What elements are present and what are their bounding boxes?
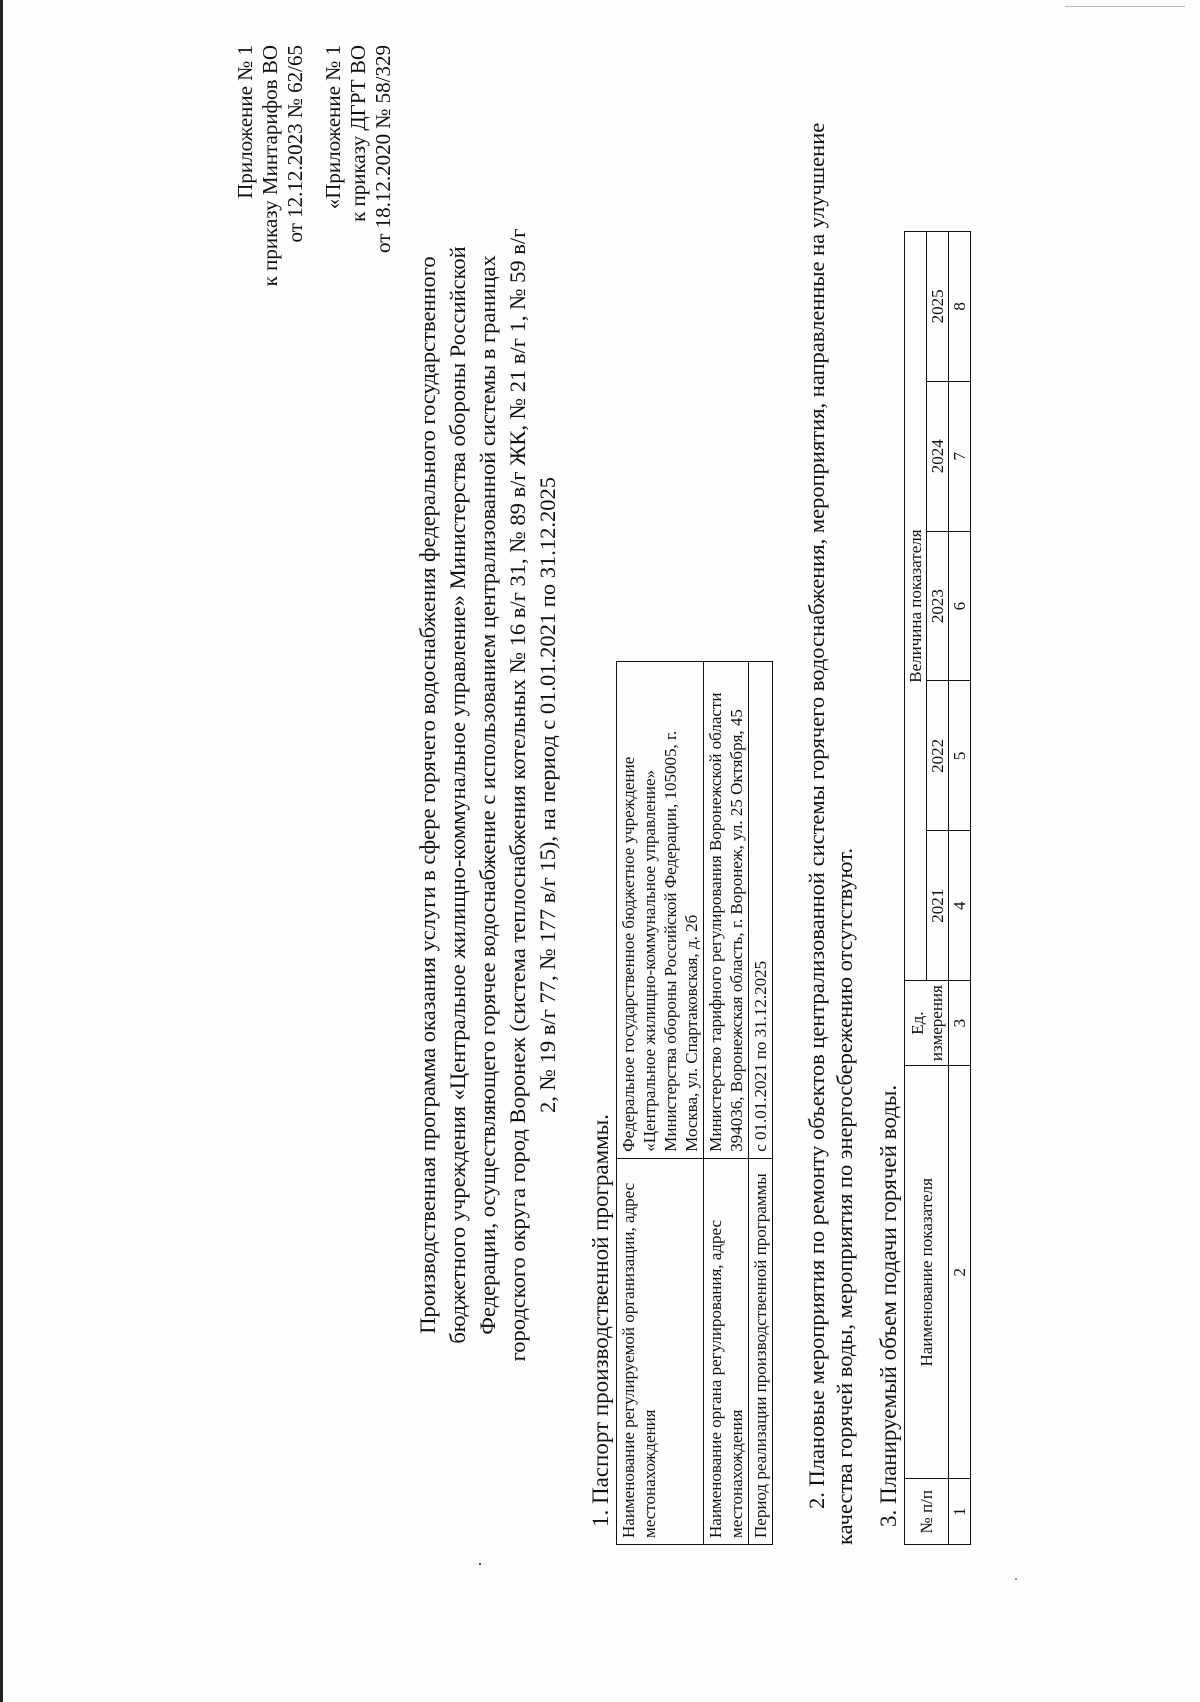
appendix-current	[233, 45, 308, 286]
passport-key: Период реализации производственной программы	[749, 1158, 773, 1544]
index-cell: 6	[949, 531, 971, 681]
header-year: 2021	[927, 831, 949, 981]
passport-key: Наименование органа регулирования, адрес местонахождения	[704, 1158, 749, 1544]
header-year: 2025	[927, 232, 949, 382]
index-cell: 8	[949, 232, 971, 382]
passport-table	[616, 661, 773, 1545]
passport-row	[704, 662, 749, 1545]
rotated-document	[233, 45, 993, 1545]
title-line5: 2, № 19 в/г 77, № 177 в/г 15), на период с 01.01.2021 по 31.12.2025	[535, 477, 560, 1113]
table-header-row	[905, 232, 927, 1545]
section1-heading: 1. Паспорт производственной программы.	[588, 1114, 613, 1527]
appendix-previous	[321, 45, 396, 253]
section2-text: 2. Плановые мероприятия по ремонту объектов централизованной системы горячего водоснабжения, мероприятия, направленные на улучшение качества горячей воды, мероприятия по энергосбережению отсутствуют.	[804, 122, 857, 1545]
appendix-previous-line1: «Приложение № 1	[321, 45, 345, 210]
appendix-previous-line3: от 18.12.2020 № 58/329	[371, 45, 395, 254]
hot-water-volume-table	[904, 231, 971, 1545]
section3-heading: 3. Планируемый объем подачи горячей воды.	[876, 1084, 901, 1527]
appendix-current-line3: от 12.12.2023 № 62/65	[283, 45, 307, 243]
table-row	[949, 232, 971, 1545]
passport-value: Федеральное государственное бюджетное учреждение «Центральное жилищно-коммунальное управление» Министерства обороны Российской Федерации, 105005, г. Москва, ул. Спартаковская, д. 2б	[617, 662, 704, 1159]
scan-speck	[1015, 1578, 1017, 1580]
title-line4: городского округа город Воронеж (система теплоснабжения котельных № 16 в/г 31, № 89 в/г ЖК, № 21 в/г 1, № 59 в/г	[505, 228, 530, 1362]
header-num: № п/п	[905, 1479, 949, 1545]
scan-edge-mark	[1065, 6, 1185, 7]
passport-value: Министерство тарифного регулирования Воронежской области 394036, Воронежская область, г. Воронеж, ул. 25 Октября, 45	[704, 662, 749, 1159]
title-line2: бюджетного учреждения «Центральное жилищно-коммунальное управление» Министерства обороны Российской	[445, 246, 470, 1344]
header-year: 2022	[927, 681, 949, 831]
header-name: Наименование показателя	[905, 1066, 949, 1479]
title-line1: Производственная программа оказания услуги в сфере горячего водоснабжения федерального государственного	[415, 256, 440, 1334]
header-group: Величина показателя	[905, 232, 927, 981]
index-cell: 2	[949, 1066, 971, 1479]
scan-speck	[479, 1563, 481, 1565]
index-cell: 4	[949, 831, 971, 981]
header-year: 2023	[927, 531, 949, 681]
passport-row	[749, 662, 773, 1545]
index-cell: 1	[949, 1479, 971, 1545]
appendix-current-line2: к приказу Минтарифов ВО	[258, 45, 282, 287]
passport-row	[617, 662, 704, 1545]
title-line3: Федерации, осуществляющего горячее водоснабжение с использованием централизованной системы в границах	[475, 255, 500, 1335]
appendix-current-line1: Приложение № 1	[233, 45, 257, 199]
document-title	[413, 45, 563, 1545]
passport-key: Наименование регулируемой организации, адрес местонахождения	[617, 1158, 704, 1544]
appendix-previous-line2: к приказу ДГРТ ВО	[346, 45, 370, 222]
index-cell: 3	[949, 981, 971, 1066]
passport-value: с 01.01.2021 по 31.12.2025	[749, 662, 773, 1159]
header-unit: Ед. измерения	[905, 981, 949, 1066]
index-cell: 5	[949, 681, 971, 831]
header-year: 2024	[927, 381, 949, 531]
index-cell: 7	[949, 381, 971, 531]
